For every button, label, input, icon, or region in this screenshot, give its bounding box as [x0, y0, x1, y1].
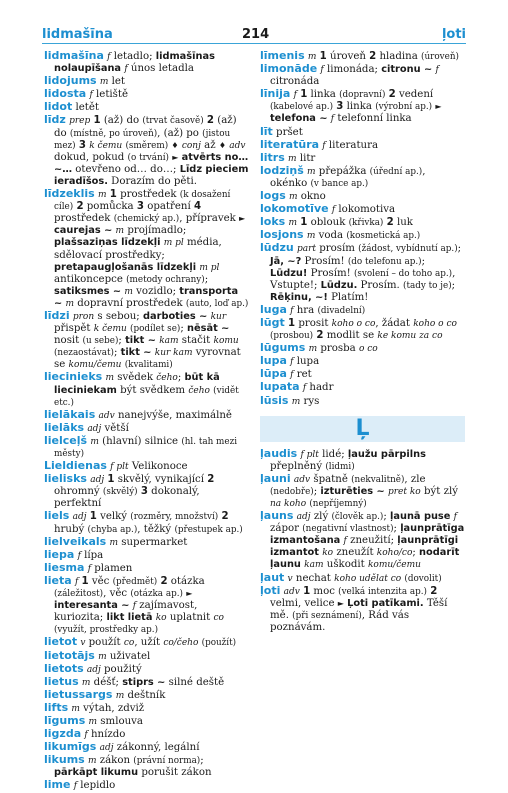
dictionary-entry: luga f hra (divadelní) [260, 302, 366, 316]
dictionary-entry: liesma f plamen [44, 560, 133, 574]
dictionary-entry: litrs m litr [260, 150, 316, 164]
dictionary-entry: Lieldienas f plt Velikonoce [44, 459, 188, 473]
dictionary-entry: losjons m voda (kosmetická ap.) [260, 228, 421, 242]
dictionary-entry: lietussargs m deštník [44, 687, 166, 701]
running-head-left: lidmašīna [42, 27, 113, 42]
dictionary-entry: lodziņš m přepážka (úřední ap.), okénko (v bance ap.) [260, 163, 426, 189]
dictionary-entry: ļoti adv 1 moc (velká intenzita ap.) 2 velmi, velice ► Ļoti patīkami. Těší mě. (při seznámení), Rád vás poznávám. [260, 583, 448, 633]
dictionary-entry: lūgt 1 prosit koho o co, žádat koho o co (prosbou) 2 modlit se ke komu za co [260, 315, 457, 342]
dictionary-entry: likums m zákon (právní norma); pārkāpt likumu porušit zákon [44, 753, 212, 779]
dictionary-entry: lidosta f letiště [44, 87, 129, 101]
dictionary-entry: lielisks adj 1 skvělý, vynikající 2 ohromný (skvělý) 3 dokonalý, perfektní [44, 472, 215, 510]
dictionary-entry: lidmašīna f letadlo; lidmašīnas nolaupīšana f únos letadla [44, 49, 215, 75]
dictionary-entry: ļaut v nechat koho udělat co (dovolit) [260, 570, 442, 584]
page-number: 214 [242, 27, 270, 42]
dictionary-entry: liepa f lípa [44, 547, 104, 561]
dictionary-entry: lielākais adv nanejvýše, maximálně [44, 407, 232, 421]
dictionary-entry: lupa f lupa [260, 354, 320, 368]
dictionary-entry: lūsis m rys [260, 393, 320, 407]
dictionary-entry: ļauni adv špatně (nekvalitně), zle (nedobře); izturēties ~ pret ko být zlý na koho (nepříjemný) [260, 471, 458, 509]
dictionary-entry: lokomotīve f lokomotiva [260, 202, 396, 216]
dictionary-entry: lifts m výtah, zdviž [44, 700, 145, 714]
dictionary-entry: līgums m smlouva [44, 713, 143, 727]
dictionary-entry: lietot v použít co, užít co/čeho (použít) [44, 635, 237, 649]
dictionary-entry: lielveikals m supermarket [44, 534, 188, 548]
dictionary-entry: lieta f 1 věc (předmět) 2 otázka (záležitost), věc (otázka ap.) ► interesanta ~ f zajímavost, kuriozita; likt lietā ko uplatnit co (využít, prostředky ap.) [44, 573, 224, 636]
dictionary-entry: limonāde f limonáda; citronu ~ f citronáda [260, 62, 439, 88]
right-column-top [260, 50, 465, 408]
right-column-bottom [260, 448, 465, 634]
dictionary-entry: lietots adj použitý [44, 661, 142, 675]
dictionary-entry: līmenis m 1 úroveň 2 hladina (úroveň) [260, 49, 459, 62]
right-column [260, 50, 465, 634]
dictionary-entry: lietotājs m uživatel [44, 648, 151, 662]
page-header [42, 27, 466, 44]
dictionary-entry: lidojums m let [44, 74, 126, 88]
dictionary-entry: ļauns adj zlý (člověk ap.); ļaunā puse f zápor (negativní vlastnost); ļaunprātīga izmantošana f zneužití; ļaunprātīgi izmantot ko zneužít koho/co; nodarīt ļaunu kam uškodit komu/čemu [260, 509, 465, 571]
dictionary-entry: ļaudis f plt lidé; ļaužu pārpilns přeplněný (lidmi) [260, 446, 426, 472]
dictionary-entry: lupata f hadr [260, 380, 334, 394]
dictionary-entry: ligzda f hnízdo [44, 727, 126, 741]
dictionary-entry: liels adj 1 velký (rozměry, množství) 2 hrubý (chyba ap.), těžký (přestupek ap.) [44, 509, 243, 535]
dictionary-entry: lūdzu part prosím (žádost, vybídnutí ap.); Jā, ~? Prosím! (do telefonu ap.); Lūdzu! Prosím! (svolení – do toho ap.), Vstupte!; Lūdzu. Prosím. (tady to je); Rēķinu, ~! Platím! [260, 241, 462, 303]
dictionary-entry: liecinieks m svědek čeho; būt kā lieciniekam být svědkem čeho (vidět etc.) [44, 370, 239, 408]
dictionary-entry: lūgums m prosba o co [260, 341, 378, 355]
dictionary-entry: līdzi pron s sebou; darboties ~ kur přispět k čemu (podílet se); nēsāt ~ nosit (u sebe); tikt ~ kam stačit komu (nezaostávat); tikt ~ kur kam vyrovnat se komu/čemu (kvalitami) [44, 308, 241, 371]
dictionary-entry: lidot letět [44, 100, 99, 114]
dictionary-entry: logs m okno [260, 189, 326, 203]
dictionary-entry: likumīgs adj zákonný, legální [44, 740, 200, 754]
dictionary-entry: līnija f 1 linka (dopravní) 2 vedení (kabelové ap.) 3 linka (výrobní ap.) ► telefona ~ f telefonní linka [260, 87, 442, 125]
dictionary-entry: līdzeklis m 1 prostředek (k dosažení cíle) 2 pomůcka 3 opatření 4 prostředek (chemický ap.), přípravek ► caurejas ~ m projímadlo; plašsaziņas līdzekļi m pl média, sdělovací prostředky; pretapaugļošanās līdzekļi m pl antikoncepce (metody ochrany); satiksmes ~ m vozidlo; transporta ~ m dopravní prostředek (auto, loď ap.) [44, 187, 249, 309]
dictionary-entry: lielāks adj větší [44, 420, 129, 434]
running-head-right: ļoti [441, 27, 466, 42]
section-letter-box [260, 416, 465, 442]
dictionary-entry: līt pršet [260, 124, 303, 138]
dictionary-entry: loks m 1 oblouk (křivka) 2 luk [260, 215, 413, 229]
dictionary-entry: lime f lepidlo [44, 778, 116, 792]
dictionary-entry: literatūra f literatura [260, 137, 379, 151]
dictionary-entry: lūpa f ret [260, 367, 312, 381]
section-letter: Ļ [355, 415, 370, 441]
left-column [44, 50, 249, 793]
dictionary-entry: lietus m déšť; stiprs ~ silné deště [44, 674, 225, 688]
dictionary-entry: līdz prep 1 (až) do (trvat časově) 2 (až) do (místně, po úroveň), (až) po (jistou mez) 3 k čemu (směrem) ♦ conj až ♦ adv dokud, pokud (o trvání) ► atvērts no… ~… otevřeno od… do…; Līdz pieciem ieradīšos. Dorazím do pěti. [44, 113, 249, 187]
dictionary-entry: lielceļš m (hlavní) silnice (hl. tah mezi městy) [44, 433, 238, 459]
